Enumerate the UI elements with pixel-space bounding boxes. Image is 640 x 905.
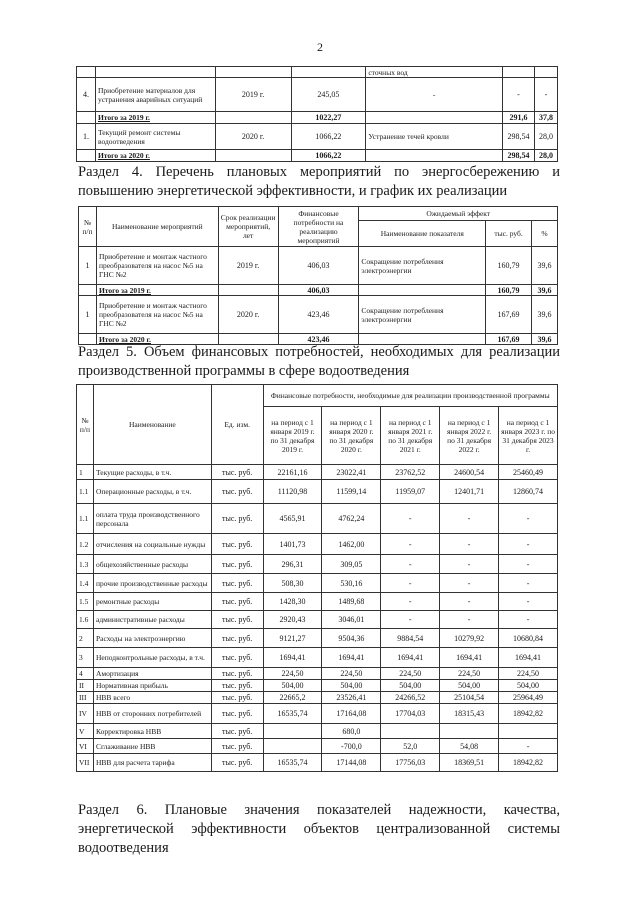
row-name: НВВ всего [93,692,211,704]
row-value-3: - [381,534,440,555]
row-period: 2019 г. [218,247,278,285]
row-value-4: - [440,504,499,534]
table-row [77,680,558,692]
col-header-num: № п/п [79,207,97,247]
row-unit: тыс. руб. [211,504,263,534]
row-value-4: 25104,54 [440,692,499,704]
row-thous: 167,69 [486,334,532,345]
heading-word: энергетической [78,821,174,837]
col-header-period-4: на период с 1 января 2022 г. по 31 декабря 2022 г. [440,407,499,465]
row-value-2: 17164,08 [322,704,381,724]
row-value-3: 17704,03 [381,704,440,724]
table-row [77,78,558,112]
row-number: 1.4 [77,574,94,593]
row-value-4: 10279,92 [440,629,499,648]
row-value-5: 25964,49 [499,692,558,704]
heading-word: надежности, [408,802,487,818]
row-value-2: 224,50 [322,668,381,680]
row-amount: 1022,27 [291,112,366,124]
row-value-5: - [499,504,558,534]
row-name: отчисления на социальные нужды [93,534,211,555]
row-value-5: - [499,555,558,574]
heading-word: эффективности [191,821,287,837]
row-amount: 423,46 [278,334,359,345]
row-value-4: 12401,71 [440,480,499,504]
section-6-line-1 [78,801,560,820]
row-value-5: - [499,611,558,629]
row-name: Приобретение и монтаж частного преобразователя на насос №5 на ГНС №2 [96,247,218,285]
table-row [77,648,558,668]
row-number: 1 [79,296,97,334]
table-row [77,465,558,480]
table-row [77,150,558,162]
row-name: НВВ от сторонних потребителей [93,704,211,724]
heading-word: объектов [303,821,359,837]
row-value-4: 54,08 [440,739,499,754]
row-value-3: 1694,41 [381,648,440,668]
col-header-num: № п/п [77,385,94,465]
row-amount [291,67,366,78]
row-value-4: 504,00 [440,680,499,692]
heading-word: показателей [317,802,392,818]
row-number: 1.6 [77,611,94,629]
row-number: IV [77,704,94,724]
row-number [79,285,97,296]
row-value-3: 11959,07 [381,480,440,504]
row-value-4: 24600,54 [440,465,499,480]
row-value-3: 23762,52 [381,465,440,480]
table-row [77,593,558,611]
row-value-3: 504,00 [381,680,440,692]
row-value-3: 24266,52 [381,692,440,704]
row-number: 2 [77,629,94,648]
col-header-thous: тыс. руб. [486,221,532,247]
row-value-2: 1489,68 [322,593,381,611]
row-value-5: - [499,534,558,555]
table-row [77,739,558,754]
row-thous: 160,79 [486,285,532,296]
row-indicator: Сокращение потребления электроэнергии [359,296,486,334]
heading-word: значения [244,802,300,818]
row-period [215,112,291,124]
row-value-3: 224,50 [381,668,440,680]
col-header-finance: Финансовые потребности на реализацию мероприятий [278,207,359,247]
heading-word: качества, [503,802,560,818]
row-name: Приобретение и монтаж частного преобразователя на насос №5 на ГНС №2 [96,296,218,334]
row-name: Итого за 2020 г. [96,334,218,345]
heading-word: Раздел [78,802,120,818]
table-continuation [76,66,558,162]
row-name: оплата труда производственного персонала [93,504,211,534]
table-row [79,296,558,334]
row-name: Сглаживание НВВ [93,739,211,754]
row-number: VII [77,754,94,772]
row-value-4 [440,724,499,739]
row-name: прочие производственные расходы [93,574,211,593]
row-value-5: - [499,739,558,754]
row-unit: тыс. руб. [211,648,263,668]
row-pct: 37,8 [534,112,557,124]
row-value-5: 1694,41 [499,648,558,668]
row-amount: 406,03 [278,247,359,285]
row-number [77,67,96,78]
row-number [77,112,96,124]
row-pct: 39,6 [531,334,557,345]
row-effect: - [366,78,503,112]
row-value-2: 504,00 [322,680,381,692]
row-unit: тыс. руб. [211,465,263,480]
row-value-1 [263,724,322,739]
row-value-5: 224,50 [499,668,558,680]
row-number: VI [77,739,94,754]
row-number: 4 [77,668,94,680]
heading-word: Плановые [164,802,227,818]
row-value-1: 2920,43 [263,611,322,629]
row-period: 2019 г. [215,78,291,112]
row-pct [534,67,557,78]
row-name: Расходы на электроэнергию [93,629,211,648]
table-row [77,112,558,124]
row-unit: тыс. руб. [211,534,263,555]
row-value-1: 11120,98 [263,480,322,504]
row-amount: 1066,22 [291,150,366,162]
row-thous [503,67,535,78]
row-thous: 291,6 [503,112,535,124]
table-row [77,555,558,574]
row-number: 1 [77,465,94,480]
col-header-name: Наименование мероприятий [96,207,218,247]
row-pct: 28,0 [534,150,557,162]
col-header-period-5: на период с 1 января 2023 г. по 31 декабря 2023 г. [499,407,558,465]
row-value-3: 52,0 [381,739,440,754]
row-name: Операционные расходы, в т.ч. [93,480,211,504]
table-row [77,692,558,704]
row-effect: Устранение течей кровли [366,124,503,150]
table-row [77,534,558,555]
table-row [77,124,558,150]
row-value-4: - [440,555,499,574]
row-name: НВВ для расчета тарифа [93,754,211,772]
col-header-pct: % [531,221,557,247]
row-name: общехозяйственные расходы [93,555,211,574]
col-header-indicator: Наименование показателя [359,221,486,247]
row-number: 1.1 [77,504,94,534]
heading-word: централизованной [376,821,491,837]
row-amount: 423,46 [278,296,359,334]
col-header-period-2: на период с 1 января 2020 г. по 31 декабря 2020 г. [322,407,381,465]
row-value-2: 11599,14 [322,480,381,504]
row-value-2: 530,16 [322,574,381,593]
row-value-3: - [381,593,440,611]
row-amount: 1066,22 [291,124,366,150]
row-value-1: 22161,16 [263,465,322,480]
row-unit: тыс. руб. [211,704,263,724]
row-effect [366,112,503,124]
row-value-1: 296,31 [263,555,322,574]
row-value-1: 508,30 [263,574,322,593]
row-value-5 [499,724,558,739]
row-name: Нормативная прибыль [93,680,211,692]
row-unit: тыс. руб. [211,574,263,593]
row-number: 3 [77,648,94,668]
row-value-4: 18315,43 [440,704,499,724]
table-row [77,504,558,534]
row-value-3: 17756,03 [381,754,440,772]
row-value-5: 18942,82 [499,704,558,724]
row-value-2: 4762,24 [322,504,381,534]
row-value-2: -700,0 [322,739,381,754]
row-thous: - [503,78,535,112]
row-name: Итого за 2020 г. [95,150,215,162]
row-amount: 245,05 [291,78,366,112]
row-value-4: - [440,574,499,593]
heading-word: системы [507,821,560,837]
table-row [77,668,558,680]
table-row [77,724,558,739]
row-name: Текущие расходы, в т.ч. [93,465,211,480]
row-name: ремонтные расходы [93,593,211,611]
page-number: 2 [317,40,323,54]
row-value-1 [263,739,322,754]
row-name: Приобретение материалов для устранения аварийных ситуаций [95,78,215,112]
row-value-5: 504,00 [499,680,558,692]
financial-needs-table [76,384,558,772]
row-amount: 406,03 [278,285,359,296]
row-number: II [77,680,94,692]
row-value-1: 22665,2 [263,692,322,704]
row-value-3: - [381,555,440,574]
row-thous: 167,69 [486,296,532,334]
row-effect: сточных вод [366,67,503,78]
row-name: административные расходы [93,611,211,629]
section-6-heading [78,801,560,858]
row-value-5: 25460,49 [499,465,558,480]
row-value-5: 10680,84 [499,629,558,648]
row-name: Амортизация [93,668,211,680]
row-number: III [77,692,94,704]
row-value-4: 1694,41 [440,648,499,668]
row-value-4: - [440,611,499,629]
row-number: 1 [79,247,97,285]
row-unit: тыс. руб. [211,629,263,648]
row-pct: 39,6 [531,285,557,296]
row-value-2: 23022,41 [322,465,381,480]
row-number: V [77,724,94,739]
row-unit: тыс. руб. [211,555,263,574]
col-header-period-3: на период с 1 января 2021 г. по 31 декабря 2021 г. [381,407,440,465]
row-name: Неподконтрольные расходы, в т.ч. [93,648,211,668]
row-pct: 28,0 [534,124,557,150]
row-value-2: 9504,36 [322,629,381,648]
row-value-5: 18942,82 [499,754,558,772]
row-period: 2020 г. [218,296,278,334]
row-value-1: 224,50 [263,668,322,680]
section-6-line-2 [78,820,560,839]
heading-word: 6. [136,802,148,818]
col-header-effect: Ожидаемый эффект [359,207,558,221]
row-value-1: 1694,41 [263,648,322,668]
section-5-heading: Раздел 5. Объем финансовых потребностей, необходимых для реализации производственной программы в сфере водоотведения [78,344,560,379]
row-number: 1.3 [77,555,94,574]
row-number: 4. [77,78,96,112]
row-number: 1. [77,124,96,150]
table-row [79,285,558,296]
row-unit: тыс. руб. [211,754,263,772]
row-value-3: - [381,574,440,593]
row-unit: тыс. руб. [211,739,263,754]
row-unit: тыс. руб. [211,668,263,680]
row-value-1: 1401,73 [263,534,322,555]
col-header-period: Срок реализации мероприятий, лет [218,207,278,247]
row-number: 1.5 [77,593,94,611]
row-indicator: Сокращение потребления электроэнергии [359,247,486,285]
row-value-1: 4565,91 [263,504,322,534]
col-header-name: Наименование [93,385,211,465]
col-header-unit: Ед. изм. [211,385,263,465]
table-row [77,629,558,648]
row-pct: 39,6 [531,247,557,285]
row-number: 1.2 [77,534,94,555]
row-period [218,285,278,296]
row-value-5: 12860,74 [499,480,558,504]
row-value-4: - [440,534,499,555]
row-effect [366,150,503,162]
row-value-2: 309,05 [322,555,381,574]
row-indicator [359,285,486,296]
row-value-1: 9121,27 [263,629,322,648]
row-value-4: 18369,51 [440,754,499,772]
row-period [215,150,291,162]
row-value-2: 680,0 [322,724,381,739]
table-row [77,704,558,724]
row-value-1: 1428,30 [263,593,322,611]
row-value-1: 16535,74 [263,754,322,772]
row-name: Корректировка НВВ [93,724,211,739]
row-value-3: 9884,54 [381,629,440,648]
row-value-1: 16535,74 [263,704,322,724]
row-unit: тыс. руб. [211,611,263,629]
table-row [79,247,558,285]
row-thous: 160,79 [486,247,532,285]
row-period: 2020 г. [215,124,291,150]
row-name: Текущий ремонт системы водоотведения [95,124,215,150]
table-row [77,67,558,78]
row-value-5: - [499,574,558,593]
row-value-2: 17144,08 [322,754,381,772]
row-name: Итого за 2019 г. [95,112,215,124]
row-value-5: - [499,593,558,611]
row-value-3: - [381,611,440,629]
row-period [215,67,291,78]
row-thous: 298,54 [503,124,535,150]
row-pct: - [534,78,557,112]
row-pct: 39,6 [531,296,557,334]
row-unit: тыс. руб. [211,593,263,611]
row-value-4: 224,50 [440,668,499,680]
table-row [77,574,558,593]
row-value-2: 3046,01 [322,611,381,629]
energy-saving-table [78,206,558,345]
row-value-2: 23526,41 [322,692,381,704]
table-row [77,480,558,504]
row-unit: тыс. руб. [211,480,263,504]
row-value-2: 1462,00 [322,534,381,555]
row-value-2: 1694,41 [322,648,381,668]
row-value-1: 504,00 [263,680,322,692]
row-value-3 [381,724,440,739]
section-4-heading: Раздел 4. Перечень плановых мероприятий по энергосбережению и повышению энергетической эффективности, и график их реализации [78,164,560,199]
row-name: Итого за 2019 г. [96,285,218,296]
col-header-group: Финансовые потребности, необходимые для реализации производственной программы [263,385,557,407]
row-unit: тыс. руб. [211,724,263,739]
row-number [77,150,96,162]
section-6-line-3: водоотведения [78,840,169,856]
row-unit: тыс. руб. [211,680,263,692]
row-thous: 298,54 [503,150,535,162]
row-unit: тыс. руб. [211,692,263,704]
table-row [77,754,558,772]
col-header-period-1: на период с 1 января 2019 г. по 31 декабря 2019 г. [263,407,322,465]
table-row [77,611,558,629]
row-value-3: - [381,504,440,534]
row-value-4: - [440,593,499,611]
row-name [95,67,215,78]
row-number: 1.1 [77,480,94,504]
